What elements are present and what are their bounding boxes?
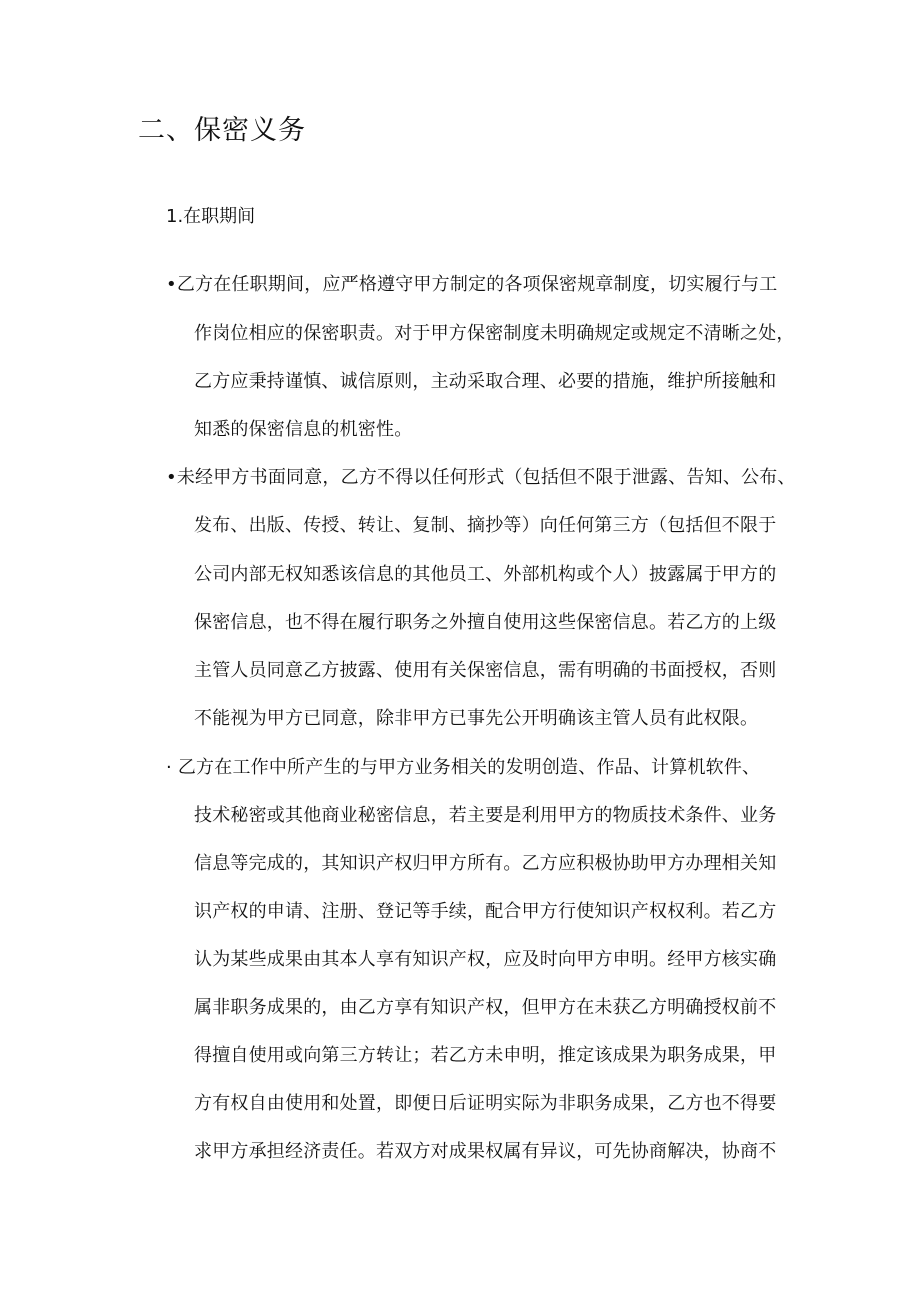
paragraph-line: 乙方应秉持谨慎、诚信原则，主动采取合理、必要的措施，维护所接触和 — [194, 371, 777, 392]
section-title: 二、保密义务 — [138, 115, 306, 146]
paragraph-line: 得擅自使用或向第三方转让；若乙方未申明，推定该成果为职务成果，甲 — [194, 1045, 777, 1066]
paragraph-line: · 乙方在工作中所产生的与甲方业务相关的发明创造、作品、计算机软件、 — [166, 757, 761, 778]
paragraph-line: 求甲方承担经济责任。若双方对成果权属有异议，可先协商解决，协商不 — [194, 1141, 777, 1162]
paragraph-line: 公司内部无权知悉该信息的其他员工、外部机构或个人）披露属于甲方的 — [194, 564, 777, 585]
paragraph-line: 知悉的保密信息的机密性。 — [194, 419, 413, 440]
paragraph-line: 主管人员同意乙方披露、使用有关保密信息，需有明确的书面授权，否则 — [194, 660, 777, 681]
paragraph-line: 不能视为甲方已同意，除非甲方已事先公开明确该主管人员有此权限。 — [194, 708, 759, 729]
subsection-title: 1.在职期间 — [166, 206, 256, 227]
paragraph-line: •乙方在任职期间，应严格遵守甲方制定的各项保密规章制度，切实履行与工 — [166, 274, 778, 295]
paragraph-line: 方有权自由使用和处置，即便日后证明实际为非职务成果，乙方也不得要 — [194, 1093, 777, 1114]
paragraph-line: 属非职务成果的，由乙方享有知识产权，但甲方在未获乙方明确授权前不 — [194, 997, 777, 1018]
paragraph-line: 认为某些成果由其本人享有知识产权，应及时向甲方申明。经甲方核实确 — [194, 949, 777, 970]
paragraph-line: 保密信息，也不得在履行职务之外擅自使用这些保密信息。若乙方的上级 — [194, 612, 777, 633]
paragraph-line: 发布、出版、传授、转让、复制、摘抄等）向任何第三方（包括但不限于 — [194, 515, 777, 536]
paragraph-line: •未经甲方书面同意，乙方不得以任何形式（包括但不限于泄露、告知、公布、 — [166, 467, 796, 488]
paragraph-line: 识产权的申请、注册、登记等手续，配合甲方行使知识产权权利。若乙方 — [194, 901, 777, 922]
paragraph-line: 作岗位相应的保密职责。对于甲方保密制度未明确规定或规定不清晰之处， — [194, 323, 795, 344]
paragraph-line: 信息等完成的，其知识产权归甲方所有。乙方应积极协助甲方办理相关知 — [194, 853, 777, 874]
paragraph-line: 技术秘密或其他商业秘密信息，若主要是利用甲方的物质技术条件、业务 — [194, 805, 777, 826]
